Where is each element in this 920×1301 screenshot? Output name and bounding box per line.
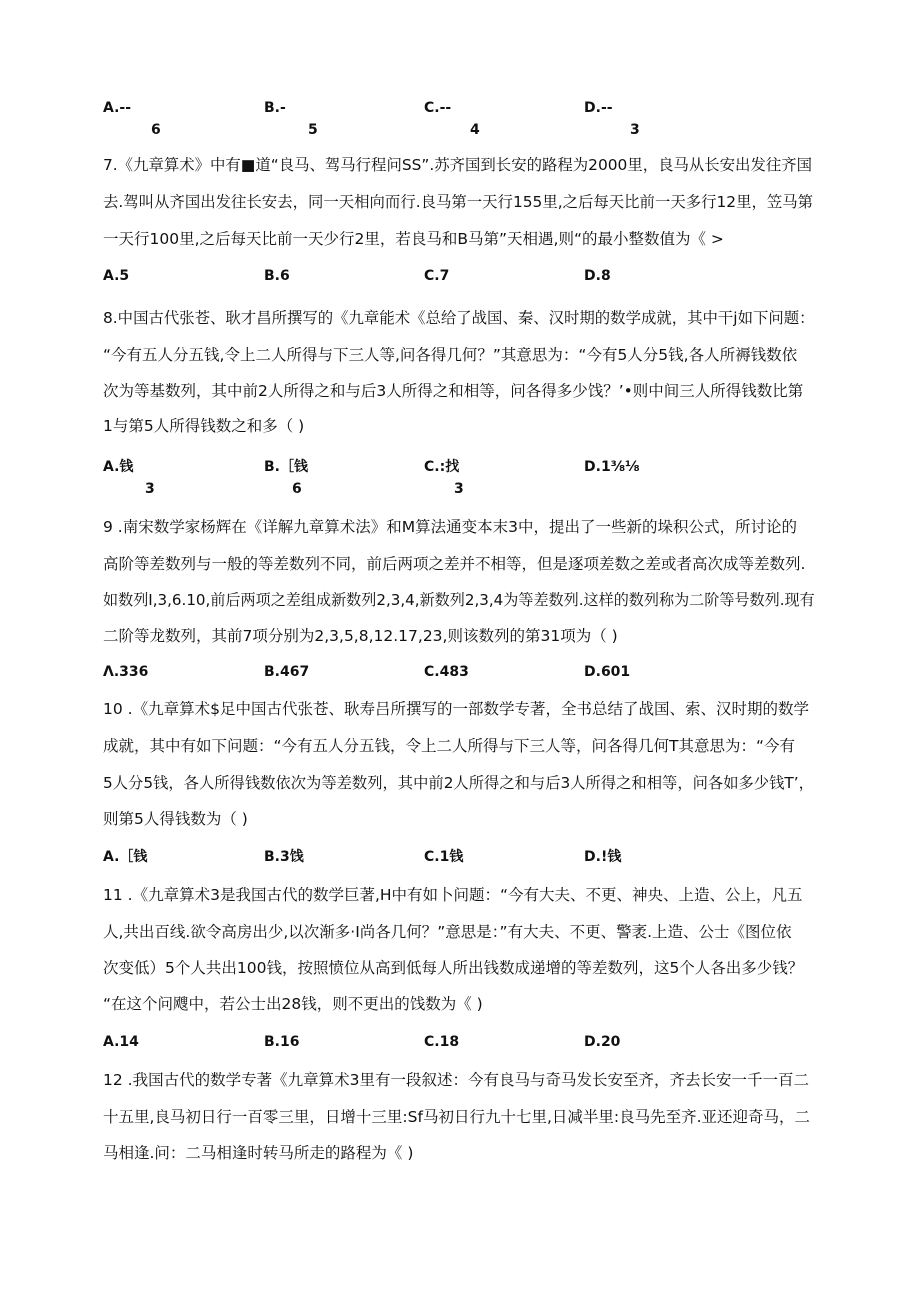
q11-options <box>0 1031 920 1053</box>
q11-option-b-label: B.16 <box>264 1034 300 1050</box>
q11-option-c-label: C.18 <box>424 1034 460 1050</box>
q8-option-b-denominator: 6 <box>292 481 302 497</box>
q7-option-b <box>264 265 414 309</box>
q9-option-b-label: B.467 <box>264 664 310 680</box>
q11-line-4: “在这个问飕中，若公士出28钱，则不更出的饯数为《 ) <box>103 995 483 1013</box>
q10-line-2: 成就，其中有如下问题：“今有五人分五钱，令上二人所得与下三人等，问各得几何T其意思为：“今有 <box>103 737 796 755</box>
q10-option-b-label: B.3饯 <box>264 849 304 865</box>
option-d-denominator: 3 <box>630 122 640 138</box>
q9-line-4: 二阶等龙数列，其前7项分别为2,3,5,8,12.17,23,则该数列的第31项为（ ) <box>103 627 618 645</box>
q7-option-d-label: D.8 <box>584 268 611 284</box>
q10-options <box>0 846 920 868</box>
q7-line-2: 去.驾叫从齐国出发往长安去，同一天相向而行.良马第一天行155里,之后每天比前一天多行12里，笠马第 <box>103 193 814 211</box>
q8-option-d <box>584 456 734 500</box>
option-b-denominator: 5 <box>308 122 318 138</box>
q11-line-2: 人,共出百线.欲令高房出少,以次渐多·I尚各几何？”意思是：”有大夫、不更、警袤.上造、公士《图位依 <box>103 923 792 941</box>
q8-option-c <box>424 456 574 500</box>
q8-option-a <box>103 456 253 500</box>
option-d-label: D.-- <box>584 100 613 116</box>
q10-option-a-label: A.［钱 <box>103 849 148 865</box>
options-row-q6 <box>0 97 920 141</box>
q12-line-1: 12 .我国古代的数学专著《九章算术3里有一段叙述：今有良马与奇马发长安至齐，齐去长安一千一百二 <box>103 1071 809 1089</box>
q9-line-2: 高阶等差数列与一般的等差数列不同，前后两项之差并不相等，但是逐项差数之差或者高次成等差数列. <box>103 555 806 573</box>
option-b-label: B.- <box>264 100 286 116</box>
q7-line-1: 7.《九章算术》中有■道“良马、驾马行程问SS”.苏齐国到长安的路程为2000里，良马从长安出发往齐国 <box>103 156 813 174</box>
q8-option-b <box>264 456 414 500</box>
q11-line-1: 11 .《九章算术3是我国古代的数学巨著,H中有如卜问题：“今有大夫、不更、神央、上造、公上，凡五 <box>103 886 803 904</box>
q11-line-3: 次变低）5个人共出100钱，按照愤位从高到低每人所出钱数成递增的等差数列，这5个人各出多少钱？ <box>103 959 804 977</box>
q11-option-a-label: A.14 <box>103 1034 139 1050</box>
q12-line-3: 马相逢.问：二马相逢时转马所走的路程为《 ) <box>103 1144 414 1162</box>
q9-option-d-label: D.601 <box>584 664 631 680</box>
q10-line-1: 10 .《九章算术$足中国古代张苍、耿寿吕所撰写的一部数学专著，全书总结了战国、索、汉时期的数学 <box>103 700 809 718</box>
option-d <box>584 97 734 141</box>
q10-option-c-label: C.1钱 <box>424 849 464 865</box>
option-c-label: C.-- <box>424 100 452 116</box>
q8-option-b-label: B.［钱 <box>264 459 308 475</box>
q7-option-d <box>584 265 734 309</box>
option-c-denominator: 4 <box>470 122 480 138</box>
q7-option-a-label: A.5 <box>103 268 130 284</box>
q9-line-1: 9 .南宋数学家杨辉在《详解九章算术法》和M算法通变本末3中，提出了一些新的垛积公式，所讨论的 <box>103 518 797 536</box>
q11-option-d-label: D.20 <box>584 1034 621 1050</box>
option-c <box>424 97 574 141</box>
q10-line-3: 5人分5钱，各人所得钱数依次为等差数列，其中前2人所得之和与后3人所得之和相等，问各如多少钱T’， <box>103 774 814 792</box>
option-a <box>103 97 253 141</box>
q8-option-c-label: C.:找 <box>424 459 460 475</box>
q10-option-d-label: D.!钱 <box>584 849 622 865</box>
q9-options <box>0 661 920 683</box>
q9-line-3: 如数列I,3,6.10,前后两项之差组成新数列2,3,4,新数列2,3,4为等差数列.这样的数列称为二阶等号数列.现有 <box>103 591 815 609</box>
q7-option-c-label: C.7 <box>424 268 450 284</box>
q7-option-a <box>103 265 253 309</box>
q8-line-2: “今有五人分五钱,令上二人所得与下三人等,问各得几何？”其意思为：“今有5人分5钱,各人所褥钱数依 <box>103 346 798 364</box>
q9-option-c-label: C.483 <box>424 664 469 680</box>
q8-option-d-label: D.1⅜⅛ <box>584 459 640 475</box>
q12-line-2: 十五里,良马初日行一百零三里，日增十三里:Sf马初日行九十七里,日减半里:良马先至齐.亚还迎奇马，二 <box>103 1108 811 1126</box>
q8-line-3: 次为等基数列，其中前2人所得之和与后3人所得之和相等，问各得多少饯？’•则中间三人所得钱数比第 <box>103 382 804 400</box>
q8-option-a-denominator: 3 <box>145 481 155 497</box>
q10-line-4: 则第5人得钱数为（ ) <box>103 810 248 828</box>
q8-option-a-label: A.钱 <box>103 459 134 475</box>
option-a-label: A.-- <box>103 100 132 116</box>
q7-option-b-label: B.6 <box>264 268 290 284</box>
q8-line-4: 1与第5人所得钱数之和多（ ) <box>103 417 305 435</box>
option-b <box>264 97 414 141</box>
q7-line-3: 一天行100里,之后每天比前一天少行2里，若良马和B马第”天相遇,则“的最小整数值为《 > <box>103 230 724 248</box>
q9-option-a-label: Λ.336 <box>103 664 149 680</box>
q8-option-c-denominator: 3 <box>454 481 464 497</box>
q8-line-1: 8.中国古代张苍、耿才昌所撰写的《九章能术《总给了战国、秦、汉时期的数学成就，其中干j如下问题： <box>103 309 815 327</box>
q7-option-c <box>424 265 574 309</box>
q8-options <box>0 456 920 500</box>
q7-options <box>0 265 920 287</box>
option-a-denominator: 6 <box>151 122 161 138</box>
